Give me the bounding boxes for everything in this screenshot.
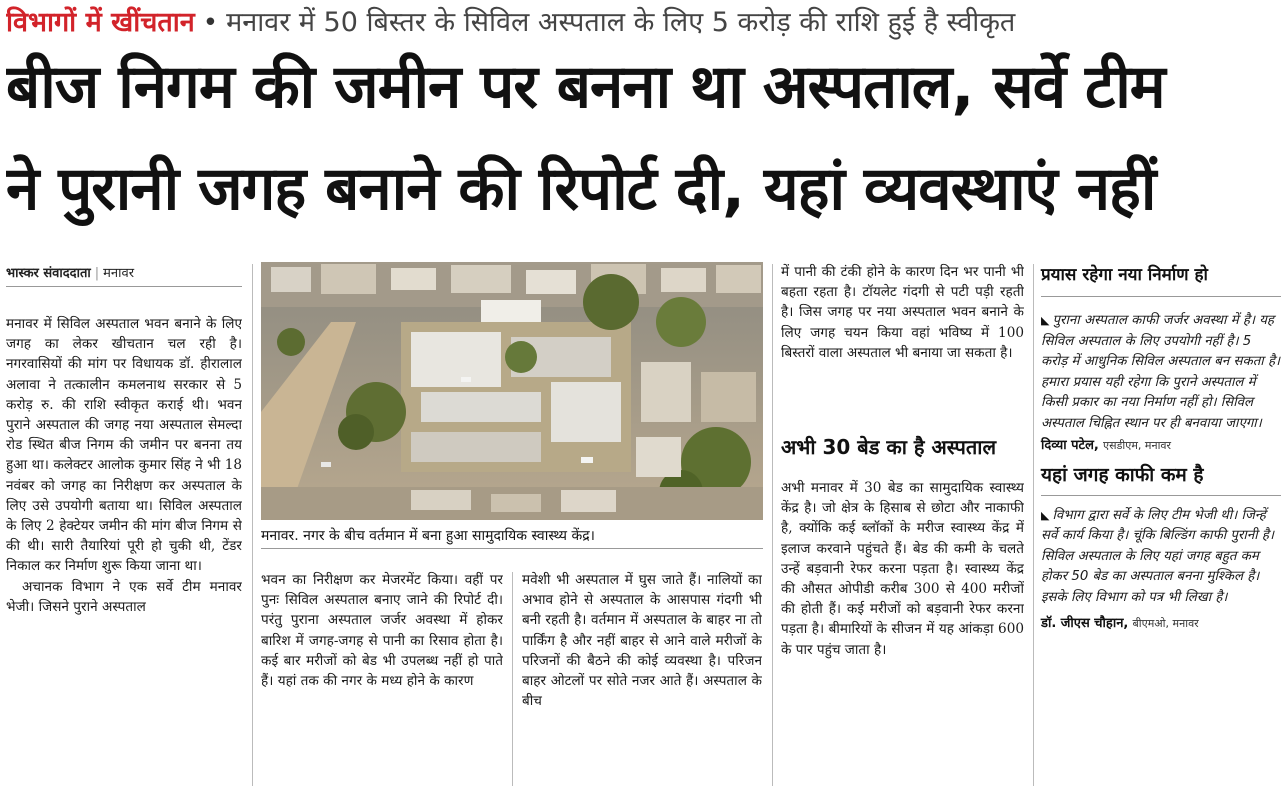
headline-line-2: ने पुरानी जगह बनाने की रिपोर्ट दी, यहां व्यवस्थाएं नहीं <box>6 154 1156 224</box>
byline-place: मनावर <box>103 266 135 281</box>
article-column-4-bottom <box>781 478 1024 783</box>
quote-2-text <box>1041 506 1281 609</box>
quote-1-name: दिव्या पटेल, <box>1041 437 1099 453</box>
column-divider <box>1033 264 1034 786</box>
column-4-text-a: में पानी की टंकी होने के कारण दिन भर पानी भी बहता रहता है। टॉयलेट गंदगी से पटी पड़ी रहती है। जिस जगह पर नया अस्पताल भवन बनाने के लिए जगह चयन किया वहां भविष्य में 100 बिस्तरों वाला अस्पताल भी बनाया जा सकता है। <box>781 264 1024 361</box>
quote-1-attribution <box>1041 435 1281 457</box>
quote-1-heading: प्रयास रहेगा नया निर्माण हो <box>1041 265 1208 285</box>
aerial-hospital-photo <box>261 262 763 520</box>
quotes-column <box>1041 262 1281 792</box>
article-column-1 <box>6 314 242 784</box>
byline-author: भास्कर संवाददाता <box>6 266 91 281</box>
column-4-text-b: अभी मनावर में 30 बेड का सामुदायिक स्वास्थ्य केंद्र है। जो क्षेत्र के हिसाब से छोटा और नाकाफी है, क्योंकि कई ब्लॉकों के मरीज स्वास्थ्य केंद्र में इलाज करवाने पहुंचते हैं। बेड की कमी के चलते उन्हें बड़वानी रेफर करना पड़ता है। स्वास्थ्य केंद्र की औसत ओपीडी करीब 300 से 400 मरीजों की होती हैं। कई मरीजों को बड़वानी रेफर करना पड़ता है। बीमारियों के सीजन में यह आंकड़ा 600 के पार पहुंच जाता है। <box>781 480 1024 658</box>
column-1-paragraph-2: अचानक विभाग ने एक सर्वे टीम मनावर भेजी। जिसने पुराने अस्पताल <box>6 578 242 615</box>
column-3-text: मवेशी भी अस्पताल में घुस जाते हैं। नालियों का अभाव होने से अस्पताल के आसपास गंदगी भी बनी रहती है। वर्तमान में अस्पताल के बाहर ना तो पार्किंग है और नहीं बाहर से आने वाले मरीजों के परिजनों की बैठने की कोई व्यवस्था है। परिजन बाहर ओटलों पर सोते नजर आते हैं। अस्पताल के बीच <box>522 572 762 710</box>
quote-mark-icon: ◣ <box>1041 314 1050 327</box>
column-4-subheading: अभी 30 बेड का है अस्पताल <box>781 435 997 459</box>
byline <box>6 262 242 287</box>
kicker-line <box>6 4 1280 42</box>
quote-1-text <box>1041 311 1281 435</box>
quote-2-body: विभाग द्वारा सर्वे के लिए टीम भेजी थी। जिन्हें सर्वे कार्य किया है। चूंकि बिल्डिंग काफी पुरानी है। सिविल अस्पताल के लिए यहां जगह बहुत कम होकर 50 बेड का अस्पताल बनना मुश्किल है। इसके लिए विभाग को पत्र भी लिखा है। <box>1041 507 1275 605</box>
photo-illustration <box>261 262 763 520</box>
divider <box>1041 296 1281 297</box>
article-column-4-top <box>781 262 1024 430</box>
column-2-text: भवन का निरीक्षण कर मेजरमेंट किया। वहीं पर पुनः सिविल अस्पताल बनाए जाने की रिपोर्ट दी। परंतु पुराना अस्पताल जर्जर अवस्था में होकर बारिश में जगह-जगह से पानी का रिसाव होता है। कई बार मरीजों को बेड भी उपलब्ध नहीं हो पाते हैं। यहां तक की नगर के मध्य होने के कारण <box>261 572 503 690</box>
quote-1-body: पुराना अस्पताल काफी जर्जर अवस्था में है। यह सिविल अस्पताल के लिए उपयोगी नहीं है। 5 करोड़ में आधुनिक सिविल अस्पताल बन सकता है। हमारा प्रयास यही रहेगा कि पुराने अस्पताल में किसी प्रकार का नया निर्माण नहीं हो। सिविल अस्पताल चिह्नित स्थान पर ही बनवाया जाएगा। <box>1041 313 1281 431</box>
quote-2-attribution <box>1041 613 1281 635</box>
quote-1-role: एसडीएम, मनावर <box>1102 438 1172 452</box>
article-column-3 <box>522 570 762 785</box>
headline-line-1: बीज निगम की जमीन पर बनना था अस्पताल, सर्वे टीम <box>6 52 1165 122</box>
divider <box>1041 495 1281 496</box>
column-divider <box>512 572 513 786</box>
column-divider <box>252 264 253 786</box>
quote-2-heading: यहां जगह काफी कम है <box>1041 463 1204 486</box>
kicker-label: विभागों में खींचतान <box>6 7 195 38</box>
kicker-bullet: • <box>202 8 219 38</box>
photo-caption: मनावर. नगर के बीच वर्तमान में बना हुआ सामुदायिक स्वास्थ्य केंद्र। <box>261 524 763 549</box>
quote-2-name: डॉ. जीएस चौहान, <box>1041 615 1129 631</box>
quote-mark-icon: ◣ <box>1041 508 1050 522</box>
quote-2-role: बीएमओ, मनावर <box>1132 616 1199 630</box>
byline-separator: | <box>94 266 100 281</box>
column-1-paragraph-1: मनावर में सिविल अस्पताल भवन बनाने के लिए जगह का लेकर खीचतान चल रही है। नगरवासियों की मांग पर विधायक डॉ. हीरालाल अलावा ने तत्कालीन कमलनाथ सरकार से 5 करोड़ रु. की राशि स्वीकृत कराई थी। भवन पुराने अस्पताल की जगह नया अस्पताल सेमल्दा रोड स्थित बीज निगम की जमीन पर बनना तय हुआ था। कलेक्टर आलोक कुमार सिंह ने भी 18 नवंबर को जगह का निरीक्षण कर अस्पताल के लिए उसे उपयोगी बताया था। सिविल अस्पताल के लिए 2 हेक्टेयर जमीन की मांग बीज निगम से की थी। सारी तैयारियां पूरी हो चुकी थी, टेंडर निकाल कर निर्माण शुरू किया जाना था। <box>6 316 242 575</box>
kicker-text: मनावर में 50 बिस्तर के सिविल अस्पताल के लिए 5 करोड़ की राशि हुई है स्वीकृत <box>226 7 1016 38</box>
article-column-2 <box>261 570 503 785</box>
column-divider <box>772 264 773 786</box>
